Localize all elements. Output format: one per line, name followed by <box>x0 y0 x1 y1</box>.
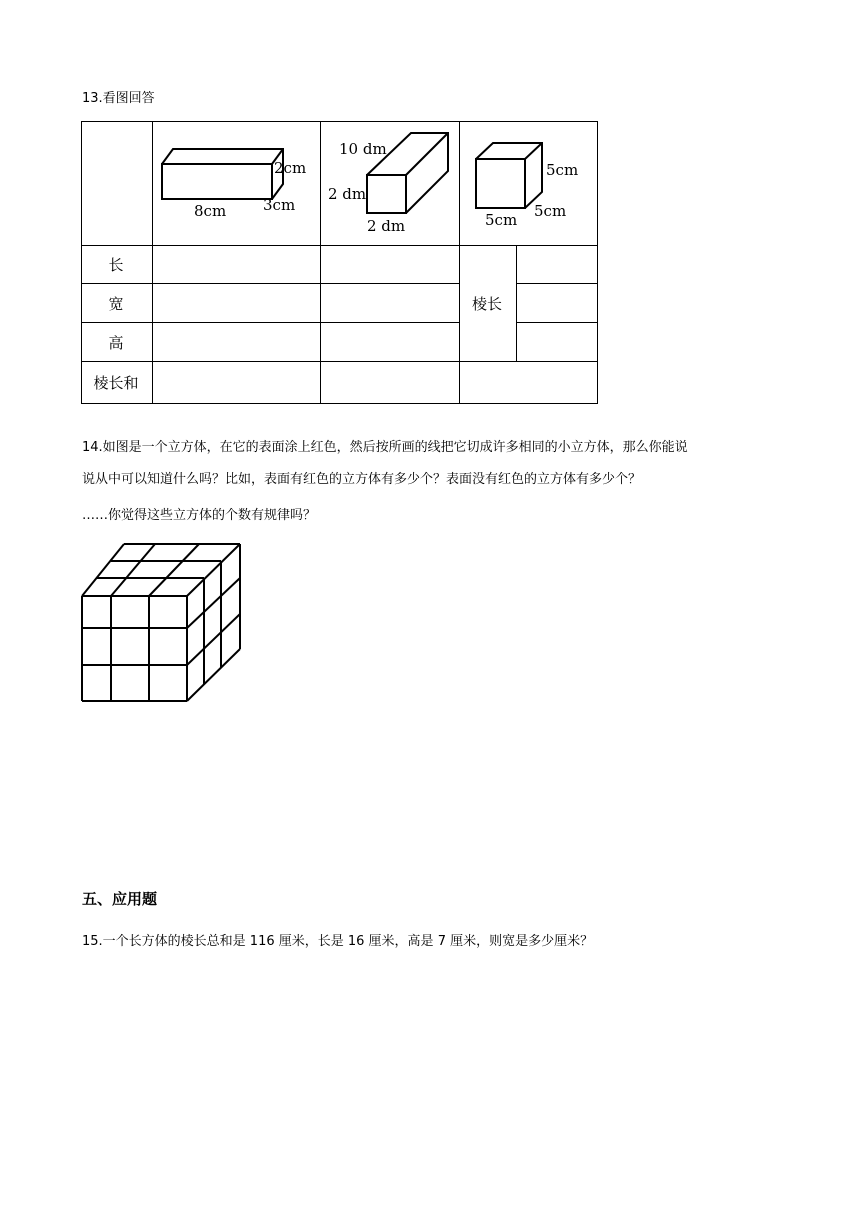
shape3-top-label: 5cm <box>546 161 579 179</box>
question-14-line-3: ……你觉得这些立方体的个数有规律吗？ <box>82 508 317 523</box>
row-header-edge-sum: 棱长和 <box>93 374 139 392</box>
section-5-title: 五、应用题 <box>82 890 158 908</box>
shape2-depth-label: 10 dm <box>339 140 387 158</box>
question-15: 15.一个长方体的棱长总和是 116 厘米，长是 16 厘米，高是 7 厘米，则宽是多少厘米？ <box>82 934 594 949</box>
row-header-width: 宽 <box>108 295 124 313</box>
shape1-height-label: 2cm <box>274 159 307 177</box>
painted-cube-figure <box>80 542 244 708</box>
shape1-width-label: 3cm <box>263 196 296 214</box>
shape1-length-label: 8cm <box>194 202 227 220</box>
cuboid-figure-1 <box>162 149 283 199</box>
row-header-length: 长 <box>108 256 124 274</box>
shape3-side-label: 5cm <box>534 202 567 220</box>
row-header-height: 高 <box>108 334 124 352</box>
shape2-height-label: 2 dm <box>328 185 367 203</box>
edge-length-label: 棱长 <box>471 295 503 313</box>
shape3-bottom-label: 5cm <box>485 211 518 229</box>
question-14-line-1: 14.如图是一个立方体，在它的表面涂上红色，然后按所画的线把它切成许多相同的小立方体，那么你能说 <box>82 440 688 455</box>
question-13-label: 13.看图回答 <box>82 91 155 106</box>
question-14-line-2: 说从中可以知道什么吗？比如，表面有红色的立方体有多少个？表面没有红色的立方体有多少个？ <box>82 472 642 487</box>
shape2-width-label: 2 dm <box>367 217 406 235</box>
measurement-table <box>81 121 599 405</box>
cube-figure-3 <box>476 143 542 208</box>
